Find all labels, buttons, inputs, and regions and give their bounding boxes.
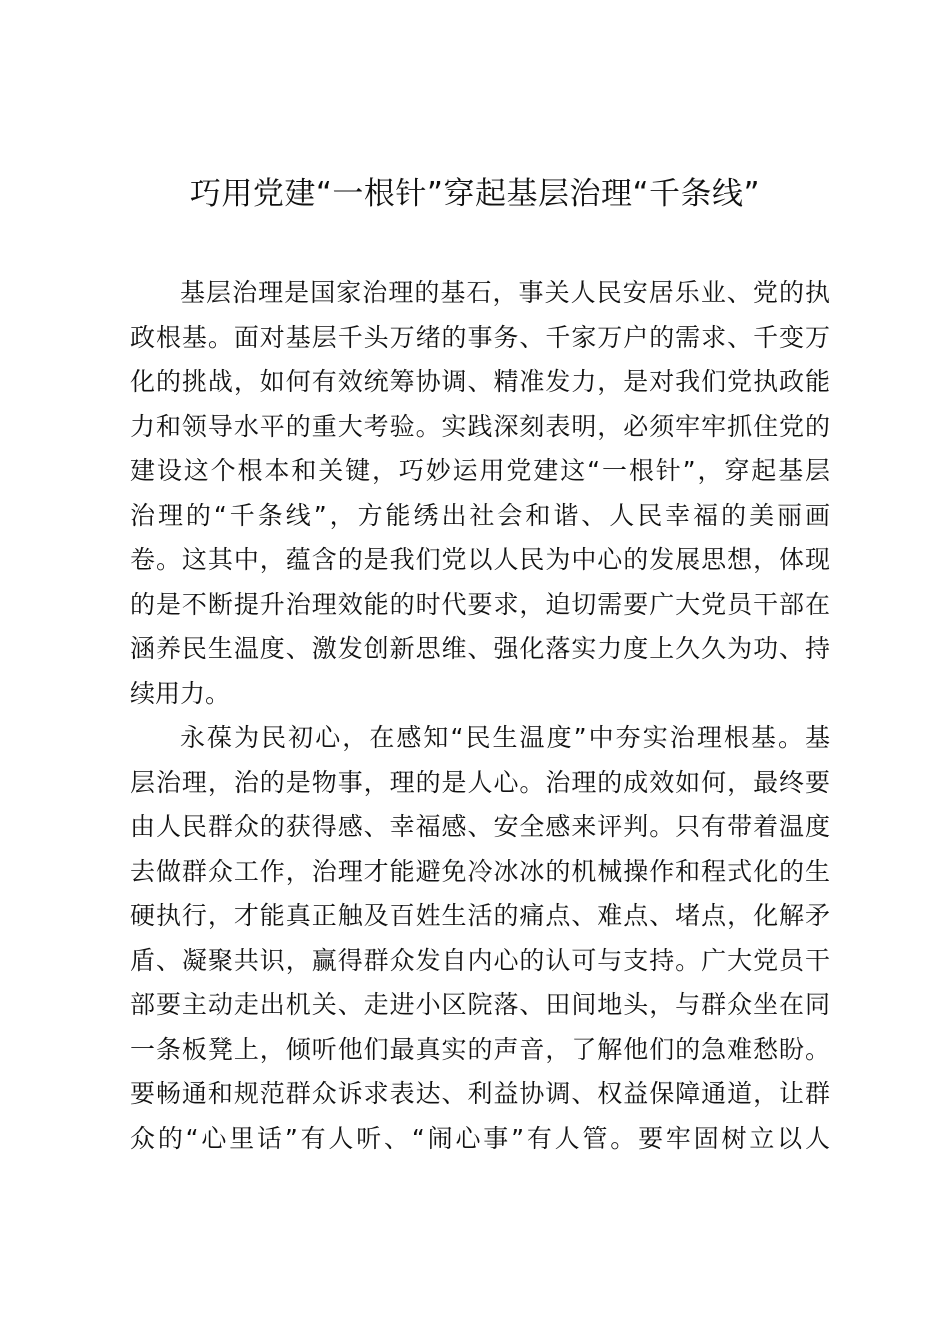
document-body bbox=[130, 271, 830, 1161]
text-line: 化的挑战，如何有效统筹协调、精准发力，是对我们党执政能 bbox=[130, 367, 830, 396]
text-line: 建设这个根本和关键，巧妙运用党建这“一根针”，穿起基层 bbox=[130, 456, 830, 485]
text-line: 要畅通和规范群众诉求表达、利益协调、权益保障通道，让群 bbox=[130, 1079, 830, 1108]
text-line: 一条板凳上，倾听他们最真实的声音，了解他们的急难愁盼。 bbox=[130, 1034, 830, 1064]
text-line: 硬执行，才能真正触及百姓生活的痛点、难点、堵点，化解矛 bbox=[130, 901, 830, 930]
text-line: 盾、凝聚共识，赢得群众发自内心的认可与支持。广大党员干 bbox=[130, 945, 830, 975]
text-line: 卷。这其中，蕴含的是我们党以人民为中心的发展思想，体现 bbox=[130, 545, 830, 574]
text-line: 治理的“千条线”，方能绣出社会和谐、人民幸福的美丽画 bbox=[130, 500, 830, 530]
text-line: 去做群众工作，治理才能避免冷冰冰的机械操作和程式化的生 bbox=[130, 856, 830, 886]
text-line: 部要主动走出机关、走进小区院落、田间地头，与群众坐在同 bbox=[130, 990, 830, 1019]
paragraph-1 bbox=[130, 271, 830, 716]
text-line: 涵养民生温度、激发创新思维、强化落实力度上久久为功、持 bbox=[130, 634, 830, 663]
text-line: 基层治理是国家治理的基石，事关人民安居乐业、党的执 bbox=[180, 278, 830, 307]
document-title: 巧用党建“一根针”穿起基层治理“千条线” bbox=[189, 176, 761, 212]
text-line: 的是不断提升治理效能的时代要求，迫切需要广大党员干部在 bbox=[130, 589, 830, 619]
text-line: 层治理，治的是物事，理的是人心。治理的成效如何，最终要 bbox=[130, 767, 830, 797]
paragraph-2 bbox=[130, 716, 830, 1161]
text-line: 政根基。面对基层千头万绪的事务、千家万户的需求、千变万 bbox=[130, 322, 830, 352]
text-line: 由人民群众的获得感、幸福感、安全感来评判。只有带着温度 bbox=[130, 812, 830, 841]
text-line: 力和领导水平的重大考验。实践深刻表明，必须牢牢抓住党的 bbox=[130, 411, 830, 441]
text-line: 众的“心里话”有人听、“闹心事”有人管。要牢固树立以人 bbox=[130, 1123, 830, 1153]
text-line: 永葆为民初心，在感知“民生温度”中夯实治理根基。基 bbox=[180, 723, 830, 752]
text-line: 续用力。 bbox=[130, 678, 231, 708]
